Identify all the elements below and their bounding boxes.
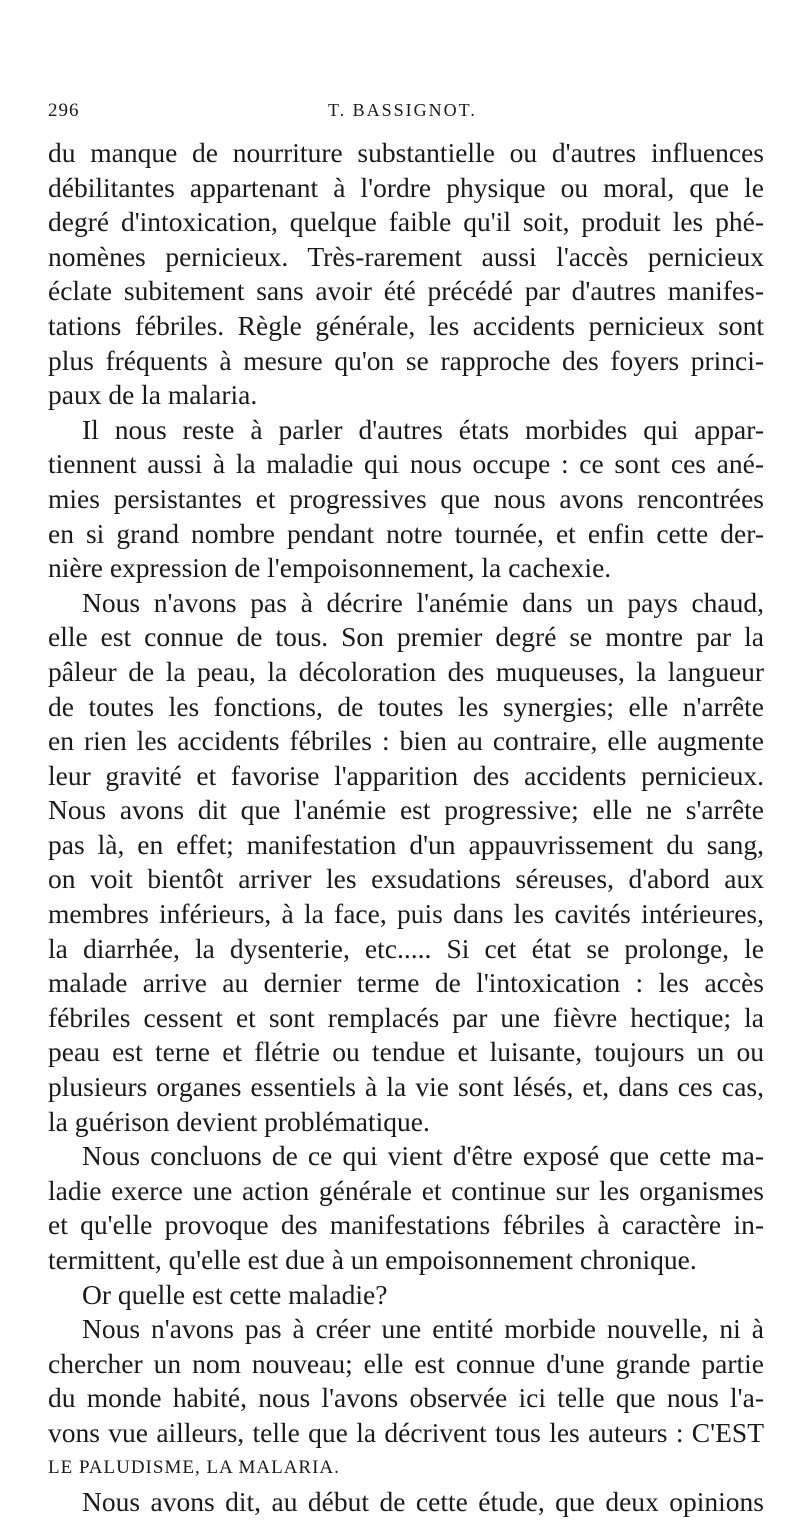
text-line: vons vue ailleurs, telle que la décrivent tous les auteurs : C'EST (48, 1416, 764, 1448)
text-line: la guérison devient problématique. (48, 1105, 430, 1137)
text-line: peau est terne et flétrie ou tendue et luisante, toujours un ou (48, 1036, 764, 1068)
text-line: tiennent aussi à la maladie qui nous occupe : ce sont ces ané- (48, 448, 764, 480)
text-line: plusieurs organes essentiels à la vie sont lésés, et, dans ces cas, (48, 1071, 764, 1103)
text-line: termittent, qu'elle est due à un empoisonnement chronique. (48, 1244, 697, 1275)
page-number: 296 (48, 100, 80, 121)
text-line: du monde habité, nous l'avons observée ici telle que nous l'a- (48, 1382, 764, 1414)
book-page (48, 96, 764, 1520)
text-line: en rien les accidents fébriles : bien au contraire, elle augmente (48, 725, 764, 757)
text-line: plus fréquents à mesure qu'on se rapproche des foyers princi- (48, 344, 764, 376)
text-line: nomènes pernicieux. Très-rarement aussi l'accès pernicieux (48, 240, 764, 272)
text-line: fébriles cessent et sont remplacés par une fièvre hectique; la (48, 1001, 764, 1033)
text-line: en si grand nombre pendant notre tournée, et enfin cette der- (48, 517, 764, 549)
text-line: pas là, en effet; manifestation d'un appauvrissement du sang, (48, 828, 764, 860)
text-line: Or quelle est cette maladie? (82, 1278, 388, 1310)
text-line: Nous avons dit que l'anémie est progressive; elle ne s'arrête (48, 794, 764, 826)
text-line: Nous n'avons pas à décrire l'anémie dans un pays chaud, (82, 586, 764, 618)
text-line: pâleur de la peau, la décoloration des muqueuses, la langueur (48, 655, 764, 687)
text-line: chercher un nom nouveau; elle est connue d'une grande partie (48, 1347, 764, 1379)
text-line: leur gravité et favorise l'apparition des accidents pernicieux. (48, 759, 764, 791)
text-line: malade arrive au dernier terme de l'intoxication : les accès (48, 967, 764, 999)
body-text (48, 136, 764, 1520)
running-title: T. BASSIGNOT. (328, 100, 477, 120)
text-line: débilitantes appartenant à l'ordre physique ou moral, que le (48, 171, 764, 203)
text-line: du manque de nourriture substantielle ou d'autres influences (48, 137, 764, 168)
text-line: mies persistantes et progressives que nous avons rencontrées (48, 482, 764, 514)
text-line: membres inférieurs, à la face, puis dans les cavités intérieures, (48, 898, 764, 930)
text-line: nière expression de l'empoisonnement, la cachexie. (48, 552, 612, 584)
text-line: LE PALUDISME, LA MALARIA. (48, 1456, 340, 1478)
text-line: on voit bientôt arriver les exsudations séreuses, d'abord aux (48, 863, 764, 895)
text-line: Il nous reste à parler d'autres états morbides qui appar- (82, 413, 764, 445)
text-line: de toutes les fonctions, de toutes les synergies; elle n'arrête (48, 690, 764, 722)
text-line: Nous concluons de ce qui vient d'être exposé que cette ma- (82, 1140, 764, 1172)
text-line: éclate subitement sans avoir été précédé par d'autres manifes- (48, 275, 764, 307)
running-head (48, 96, 764, 136)
text-line: et qu'elle provoque des manifestations fébriles à caractère in- (48, 1209, 764, 1241)
text-line: Nous avons dit, au début de cette étude, que deux opinions (82, 1486, 764, 1518)
text-line: paux de la malaria. (48, 379, 258, 411)
text-line: elle est connue de tous. Son premier degré se montre par la (48, 621, 764, 653)
text-line: degré d'intoxication, quelque faible qu'il soit, produit les phé- (48, 206, 764, 238)
text-line: tations fébriles. Règle générale, les accidents pernicieux sont (48, 309, 764, 341)
text-line: Nous n'avons pas à créer une entité morbide nouvelle, ni à (82, 1313, 764, 1345)
text-line: ladie exerce une action générale et continue sur les organismes (48, 1174, 764, 1206)
text-line: la diarrhée, la dysenterie, etc..... Si cet état se prolonge, le (48, 932, 764, 964)
